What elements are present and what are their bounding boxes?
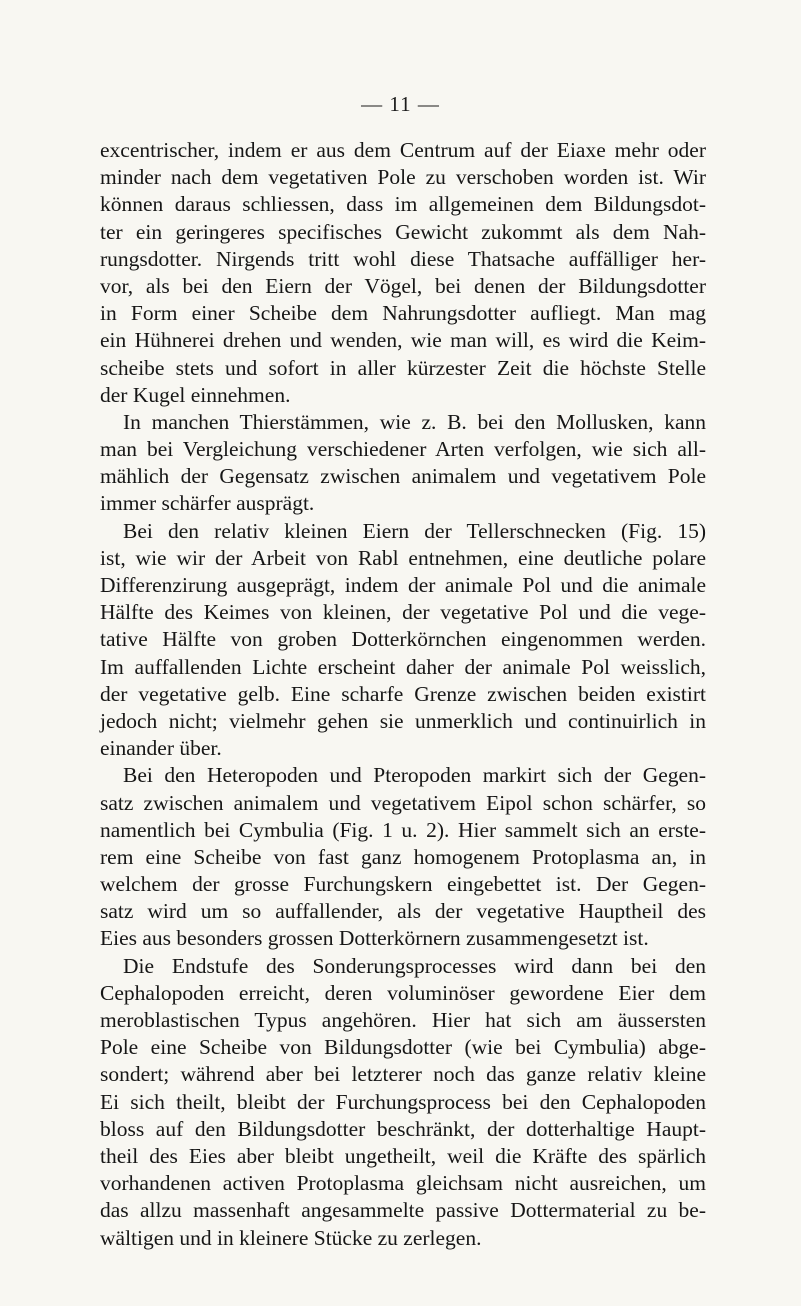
page-number: — 11 —	[361, 92, 440, 116]
text-line: Eies aus besonders grossen Dotterkörnern zusammengesetzt ist.	[100, 926, 649, 951]
text-line: excentrischer, indem er aus dem Centrum auf der Eiaxe mehr oder	[100, 138, 706, 162]
text-line: bloss auf den Bildungsdotter beschränkt, der dotterhaltige Haupt-	[100, 1116, 706, 1141]
paragraph	[100, 953, 706, 1252]
text-line: scheibe stets und sofort in aller kürzester Zeit die höchste Stelle	[100, 355, 706, 380]
text-line: tative Hälfte von groben Dotterkörnchen eingenommen werden.	[100, 627, 706, 652]
text-line: Die Endstufe des Sonderungsprocesses wird dann bei den	[123, 953, 706, 978]
text-line: satz wird um so auffallender, als der vegetative Hauptheil des	[100, 899, 706, 924]
text-line: meroblastischen Typus angehören. Hier hat sich am äussersten	[100, 1008, 706, 1032]
text-line: welchem der grosse Furchungskern eingebettet ist. Der Gegen-	[100, 872, 706, 897]
text-line: der vegetative gelb. Eine scharfe Grenze zwischen beiden existirt	[100, 681, 706, 706]
text-line: jedoch nicht; vielmehr gehen sie unmerklich und continuirlich in	[100, 708, 706, 733]
text-line: minder nach dem vegetativen Pole zu verschoben worden ist. Wir	[100, 165, 706, 190]
text-line: Pole eine Scheibe von Bildungsdotter (wie bei Cymbulia) abge-	[100, 1035, 706, 1060]
text-line: einander über.	[100, 736, 222, 761]
text-line: ein Hühnerei drehen und wenden, wie man will, es wird die Keim-	[100, 328, 706, 353]
text-line: der Kugel einnehmen.	[100, 382, 291, 407]
text-line: rungsdotter. Nirgends tritt wohl diese Thatsache auffälliger her-	[100, 246, 706, 271]
text-line: sondert; während aber bei letzterer noch das ganze relativ kleine	[100, 1062, 706, 1087]
text-line: das allzu massenhaft angesammelte passive Dottermaterial zu be-	[100, 1198, 706, 1223]
text-line: satz zwischen animalem und vegetativem Eipol schon schärfer, so	[100, 790, 706, 815]
text-line: Ei sich theilt, bleibt der Furchungsprocess bei den Cephalopoden	[100, 1089, 706, 1114]
paragraph	[100, 762, 706, 952]
text-line: ist, wie wir der Arbeit von Rabl entnehmen, eine deutliche polare	[100, 545, 706, 570]
text-line: man bei Vergleichung verschiedener Arten verfolgen, wie sich all-	[100, 437, 706, 462]
text-line: immer schärfer ausprägt.	[100, 491, 315, 516]
paragraph	[100, 137, 706, 409]
text-line: vor, als bei den Eiern der Vögel, bei denen der Bildungsdotter	[100, 273, 706, 298]
text-line: vorhandenen activen Protoplasma gleichsam nicht ausreichen, um	[100, 1171, 706, 1196]
text-line: Differenzirung ausgeprägt, indem der animale Pol und die animale	[100, 573, 706, 597]
text-line: wältigen und in kleinere Stücke zu zerlegen.	[100, 1225, 482, 1250]
text-line: Bei den Heteropoden und Pteropoden markirt sich der Gegen-	[123, 763, 706, 788]
text-line: Hälfte des Keimes von kleinen, der vegetative Pol und die vege-	[100, 600, 706, 625]
text-line: In manchen Thierstämmen, wie z. B. bei den Mollusken, kann	[123, 409, 706, 434]
text-line: Cephalopoden erreicht, deren voluminöser gewordene Eier dem	[100, 980, 706, 1005]
text-line: namentlich bei Cymbulia (Fig. 1 u. 2). Hier sammelt sich an erste-	[100, 817, 706, 842]
text-line: mählich der Gegensatz zwischen animalem und vegetativem Pole	[100, 464, 706, 489]
paragraph	[100, 518, 706, 763]
text-line: Im auffallenden Lichte erscheint daher der animale Pol weisslich,	[100, 654, 706, 679]
body-text	[100, 137, 706, 1252]
text-line: rem eine Scheibe von fast ganz homogenem Protoplasma an, in	[100, 844, 706, 869]
paragraph	[100, 409, 706, 518]
text-line: in Form einer Scheibe dem Nahrungsdotter aufliegt. Man mag	[100, 301, 706, 326]
text-line: können daraus schliessen, dass im allgemeinen dem Bildungsdot-	[100, 192, 706, 217]
text-line: ter ein geringeres specifisches Gewicht zukommt als dem Nah-	[100, 219, 706, 244]
text-line: Bei den relativ kleinen Eiern der Tellerschnecken (Fig. 15)	[123, 518, 706, 543]
text-line: theil des Eies aber bleibt ungetheilt, weil die Kräfte des spärlich	[100, 1143, 706, 1168]
